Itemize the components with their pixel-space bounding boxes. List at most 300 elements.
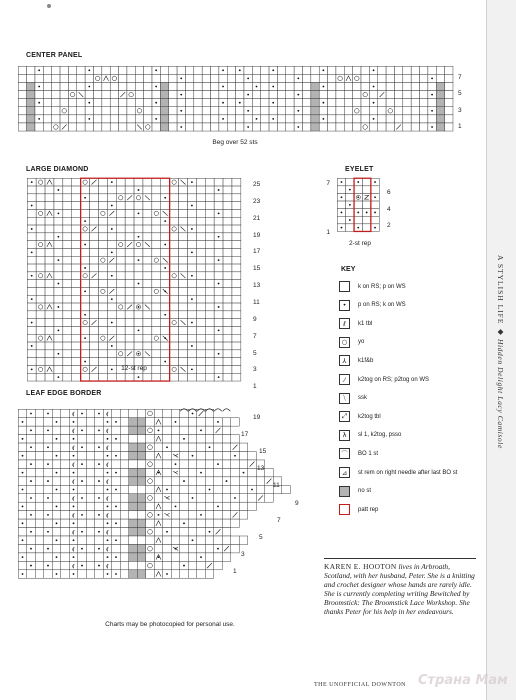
le-row-number: 1 [233,567,237,575]
chart-cell [265,485,274,493]
stitch-symbol [341,196,343,198]
chart-cell [197,519,206,527]
stitch-symbol [30,548,32,550]
stitch-symbol [200,514,202,516]
chart-cell [205,553,214,561]
chart-cell [244,115,252,123]
chart-cell [205,202,214,210]
chart-cell [72,287,81,295]
chart-cell [205,178,214,186]
chart-cell [214,485,223,493]
stitch-symbol [58,236,60,238]
chart-cell [188,477,197,485]
chart-cell [137,561,146,569]
chart-cell [27,264,36,272]
key-symbol: ⧹ [339,393,350,404]
chart-cell [403,74,411,82]
chart-cell [107,326,116,334]
chart-cell [161,326,170,334]
chart-cell [54,342,63,350]
chart-cell [231,536,240,544]
stitch-symbol [73,556,75,558]
stitch-symbol [31,298,33,300]
key-symbol: ⊿ [339,467,350,478]
stitch-symbol [272,102,274,104]
chart-cell [35,107,43,115]
chart-cell [336,107,344,115]
stitch-symbol [115,539,117,541]
chart-cell [36,202,45,210]
chart-cell [152,123,160,131]
chart-cell [197,485,206,493]
chart-cell [328,74,336,82]
chart-cell [61,443,70,451]
stitch-symbol [222,69,224,71]
key-item [339,336,364,349]
stitch-symbol [138,189,140,191]
watermark-logo: Страна Мам [418,673,508,688]
chart-cell [95,519,104,527]
chart-cell [403,123,411,131]
stitch-symbol [30,531,32,533]
key-item [339,299,406,312]
chart-cell [163,553,172,561]
chart-cell [143,342,152,350]
chart-cell [45,233,54,241]
chart-cell [146,511,155,519]
chart-cell [60,91,68,99]
chart-cell [214,202,223,210]
chart-cell [202,115,210,123]
chart-cell [188,511,197,519]
stitch-symbol [373,86,375,88]
stitch-symbol [115,522,117,524]
chart-cell [180,511,189,519]
chart-grid [337,178,379,231]
chart-cell [116,311,125,319]
chart-cell [129,561,138,569]
chart-cell [214,225,223,233]
chart-cell [112,409,121,417]
chart-cell [222,519,231,527]
chart-cell [179,241,188,249]
chart-cell [232,326,241,334]
chart-cell [134,319,143,327]
chart-cell [127,123,135,131]
stitch-symbol [58,329,60,331]
stitch-symbol [98,514,100,516]
chart-cell [214,248,223,256]
chart-cell [137,528,146,536]
chart-cell [187,303,196,311]
chart-cell [161,303,170,311]
chart-cell [353,107,361,115]
stitch-symbol [373,102,375,104]
stitch-symbol [191,298,193,300]
leaf-edge-border-title: LEAF EDGE BORDER [26,390,102,397]
chart-cell [177,66,185,74]
chart-cell [120,477,129,485]
chart-cell [394,82,402,90]
key-label: k1 tbl [358,320,373,327]
chart-cell [187,264,196,272]
chart-cell [248,477,257,485]
chart-cell [179,295,188,303]
stitch-symbol [98,446,100,448]
le-row-number: 7 [277,516,281,524]
chart-cell [95,485,104,493]
chart-cell [35,511,44,519]
chart-cell [35,409,44,417]
chart-cell [205,233,214,241]
chart-cell [143,311,152,319]
chart-cell [231,460,240,468]
ld-row-number: 17 [253,248,261,256]
chart-cell [152,186,161,194]
chart-cell [63,295,72,303]
stitch-symbol [56,472,58,474]
chart-cell [81,303,90,311]
chart-cell [116,225,125,233]
chart-cell [161,225,170,233]
le-row-number: 9 [295,499,299,507]
stitch-symbol [218,212,220,214]
chart-cell [223,280,232,288]
chart-cell [27,326,36,334]
stitch-symbol [107,506,109,508]
chart-cell [125,248,134,256]
chart-cell [85,107,93,115]
chart-cell [239,502,248,510]
chart-cell [371,186,379,194]
chart-cell [61,435,70,443]
chart-cell [125,233,134,241]
chart-cell [27,303,36,311]
chart-cell [161,319,170,327]
chart-cell [35,74,43,82]
stitch-symbol [30,463,32,465]
chart-cell [197,460,206,468]
chart-cell [214,435,223,443]
stitch-symbol [30,514,32,516]
chart-cell [54,225,63,233]
chart-cell [78,570,87,578]
chart-cell [232,280,241,288]
stitch-symbol [84,220,86,222]
chart-cell [116,256,125,264]
chart-cell [256,477,265,485]
large-diamond-title: LARGE DIAMOND [26,166,89,173]
chart-cell [188,468,197,476]
chart-cell [36,217,45,225]
chart-cell [36,342,45,350]
chart-cell [403,82,411,90]
chart-cell [428,82,436,90]
chart-cell [170,373,179,381]
chart-cell [110,99,118,107]
chart-cell [36,178,45,186]
chart-cell [196,186,205,194]
chart-cell [107,217,116,225]
chart-cell [277,91,285,99]
chart-cell [232,342,241,350]
stitch-symbol [297,94,299,96]
chart-cell [269,74,277,82]
chart-cell [116,194,125,202]
chart-cell [72,373,81,381]
stitch-symbol [138,306,140,308]
chart-cell [205,460,214,468]
chart-cell [239,494,248,502]
chart-cell [143,287,152,295]
chart-cell [171,494,180,502]
stitch-symbol [30,413,32,415]
stitch-symbol [98,429,100,431]
chart-cell [361,82,369,90]
key-item [339,466,457,479]
chart-cell [98,342,107,350]
chart-cell [72,202,81,210]
stitch-symbol [56,455,58,457]
chart-cell [120,553,129,561]
key-label: k2tog tbl [358,413,381,420]
chart-cell [361,66,369,74]
stitch-symbol [218,306,220,308]
chart-cell [63,311,72,319]
stitch-symbol [22,506,24,508]
stitch-symbol [73,522,75,524]
chart-cell [161,342,170,350]
chart-cell [231,435,240,443]
chart-cell [239,536,248,544]
stitch-symbol [164,314,166,316]
stitch-symbol [30,446,32,448]
chart-cell [394,74,402,82]
chart-cell [227,99,235,107]
chart-cell [27,373,36,381]
stitch-symbol [175,463,177,465]
chart-cell [61,570,70,578]
chart-cell [187,326,196,334]
eyelet-row-number: 4 [387,206,391,213]
chart-cell [27,217,36,225]
stitch-symbol [98,531,100,533]
chart-cell [52,443,61,451]
chart-cell [187,287,196,295]
stitch-symbol [22,522,24,524]
chart-cell [179,194,188,202]
chart-cell [36,209,45,217]
chart-cell [27,82,35,90]
chart-cell [337,201,345,209]
stitch-symbol [88,69,90,71]
chart-cell [227,74,235,82]
chart-cell [163,409,172,417]
chart-cell [27,74,35,82]
chart-cell [60,107,68,115]
chart-cell [428,99,436,107]
chart-cell [61,477,70,485]
chart-cell [170,241,179,249]
chart-cell [146,485,155,493]
chart-cell [205,295,214,303]
chart-cell [107,233,116,241]
chart-cell [63,209,72,217]
chart-cell [43,115,51,123]
chart-cell [35,435,44,443]
stitch-symbol [58,306,60,308]
chart-cell [45,256,54,264]
chart-cell [428,66,436,74]
key-symbol: ○ [339,337,350,348]
key-label: k2tog on RS; p2tog on WS [358,376,430,383]
chart-cell [232,225,241,233]
chart-cell [239,485,248,493]
chart-cell [386,99,394,107]
eyelet-title: EYELET [345,166,374,173]
chart-cell [54,287,63,295]
stitch-symbol [191,228,193,230]
chart-cell [146,519,155,527]
chart-cell [95,570,104,578]
chart-cell [72,209,81,217]
chart-cell [171,570,180,578]
stitch-symbol [214,409,222,412]
stitch-symbol [81,463,83,465]
chart-cell [196,202,205,210]
chart-cell [154,544,163,552]
chart-cell [86,409,95,417]
chart-cell [129,502,138,510]
chart-cell [116,287,125,295]
stitch-symbol [180,126,182,128]
chart-cell [27,186,36,194]
chart-cell [180,553,189,561]
chart-cell [232,186,241,194]
stitch-symbol [164,267,166,269]
chart-cell [129,460,138,468]
chart-cell [188,528,197,536]
chart-cell [248,468,257,476]
stitch-symbol [272,118,274,120]
chart-cell [261,107,269,115]
chart-cell [102,107,110,115]
chart-cell [27,194,36,202]
chart-cell [378,74,386,82]
stitch-symbol [218,236,220,238]
chart-cell [63,287,72,295]
chart-cell [197,528,206,536]
chart-cell [90,209,99,217]
chart-cell [72,225,81,233]
chart-cell [125,342,134,350]
stitch-symbol [98,480,100,482]
chart-cell [143,334,152,342]
chart-cell [81,233,90,241]
key-symbol [339,281,350,292]
chart-cell [222,426,231,434]
chart-cell [179,326,188,334]
chart-cell [125,280,134,288]
chart-cell [27,66,35,74]
chart-cell [353,123,361,131]
chart-cell [152,178,161,186]
chart-cell [36,280,45,288]
chart-cell [44,536,53,544]
ld-row-number: 23 [253,197,261,205]
stitch-symbol [81,413,83,415]
chart-cell [232,365,241,373]
chart-cell [45,248,54,256]
chart-cell [223,287,232,295]
chart-cell [144,74,152,82]
chart-cell [120,443,129,451]
chart-cell [144,66,152,74]
chart-cell [302,91,310,99]
chart-cell [61,502,70,510]
chart-cell [137,494,146,502]
chart-cell [45,295,54,303]
stitch-symbol [111,298,113,300]
chart-cell [98,225,107,233]
chart-cell [36,373,45,381]
chart-cell [63,217,72,225]
stitch-symbol [47,548,49,550]
chart-cell [386,123,394,131]
chart-cell [110,123,118,131]
stitch-symbol [47,480,49,482]
chart-cell [127,115,135,123]
stitch-symbol [218,283,220,285]
stitch-symbol [322,86,324,88]
chart-cell [420,115,428,123]
stitch-symbol [84,314,86,316]
chart-cell [135,115,143,123]
chart-cell [188,443,197,451]
chart-cell [445,115,453,123]
stitch-symbol [22,539,24,541]
chart-cell [18,123,26,131]
chart-cell [170,248,179,256]
stitch-symbol [209,446,211,448]
chart-cell [337,186,345,194]
chart-cell [152,256,161,264]
chart-cell [44,502,53,510]
chart-cell [378,107,386,115]
chart-cell [72,319,81,327]
stitch-symbol [22,455,24,457]
key-title: KEY [341,266,356,273]
chart-cell [223,209,232,217]
chart-cell [72,280,81,288]
page-footer: THE UNOFFICIAL DOWNTON [314,682,406,688]
chart-cell [394,99,402,107]
chart-cell [86,511,95,519]
chart-cell [27,91,35,99]
chart-cell [227,82,235,90]
chart-cell [61,460,70,468]
large-diamond-chart [27,178,247,386]
chart-cell [196,248,205,256]
stitch-symbol [58,212,60,214]
chart-cell [214,452,223,460]
chart-cell [45,280,54,288]
chart-cell [68,91,76,99]
chart-cell [90,303,99,311]
chart-cell [205,511,214,519]
chart-cell [211,66,219,74]
chart-cell [205,256,214,264]
